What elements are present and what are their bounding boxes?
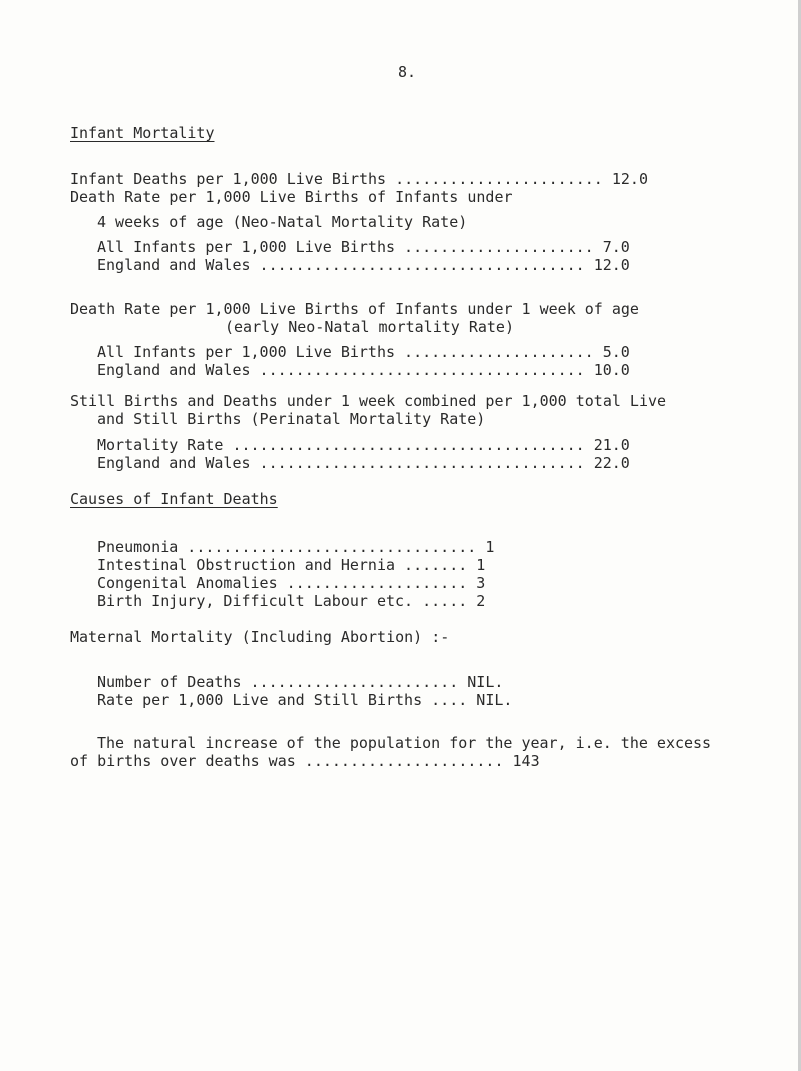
early-neonatal-intro: Death Rate per 1,000 Live Births of Infants under 1 week of age — [70, 300, 639, 318]
maternal-deaths: Number of Deaths ....................... NIL. — [97, 673, 504, 691]
neonatal-intro-line-2: 4 weeks of age (Neo-Natal Mortality Rate) — [97, 213, 468, 231]
cause-intestinal: Intestinal Obstruction and Hernia ....... 1 — [97, 556, 486, 574]
early-neonatal-intro-2: (early Neo-Natal mortality Rate) — [225, 318, 514, 336]
cause-birth-injury: Birth Injury, Difficult Labour etc. ..... 2 — [97, 592, 486, 610]
neonatal-intro-line: Death Rate per 1,000 Live Births of Infants under — [70, 188, 513, 206]
early-neonatal-england-wales: England and Wales .................................... 10.0 — [97, 361, 630, 379]
neonatal-england-wales: England and Wales .................................... 12.0 — [97, 256, 630, 274]
perinatal-mortality-rate: Mortality Rate ....................................... 21.0 — [97, 436, 630, 454]
perinatal-intro-2: and Still Births (Perinatal Mortality Rate) — [97, 410, 486, 428]
natural-increase-line-1: The natural increase of the population for the year, i.e. the excess — [97, 734, 712, 752]
section-heading: Infant Mortality — [70, 124, 215, 142]
perinatal-intro: Still Births and Deaths under 1 week combined per 1,000 total Live — [70, 392, 667, 410]
early-neonatal-all-infants: All Infants per 1,000 Live Births ..................... 5.0 — [97, 343, 630, 361]
perinatal-england-wales: England and Wales .................................... 22.0 — [97, 454, 630, 472]
causes-heading: Causes of Infant Deaths — [70, 490, 278, 508]
maternal-rate: Rate per 1,000 Live and Still Births .... NIL. — [97, 691, 513, 709]
page-number: 8. — [398, 63, 417, 81]
natural-increase-line-2: of births over deaths was ...................... 143 — [70, 752, 540, 770]
cause-pneumonia: Pneumonia ................................ 1 — [97, 538, 495, 556]
infant-deaths-line: Infant Deaths per 1,000 Live Births ....................... 12.0 — [70, 170, 648, 188]
neonatal-all-infants: All Infants per 1,000 Live Births ..................... 7.0 — [97, 238, 630, 256]
cause-congenital: Congenital Anomalies .................... 3 — [97, 574, 486, 592]
maternal-heading: Maternal Mortality (Including Abortion) :- — [70, 628, 450, 646]
